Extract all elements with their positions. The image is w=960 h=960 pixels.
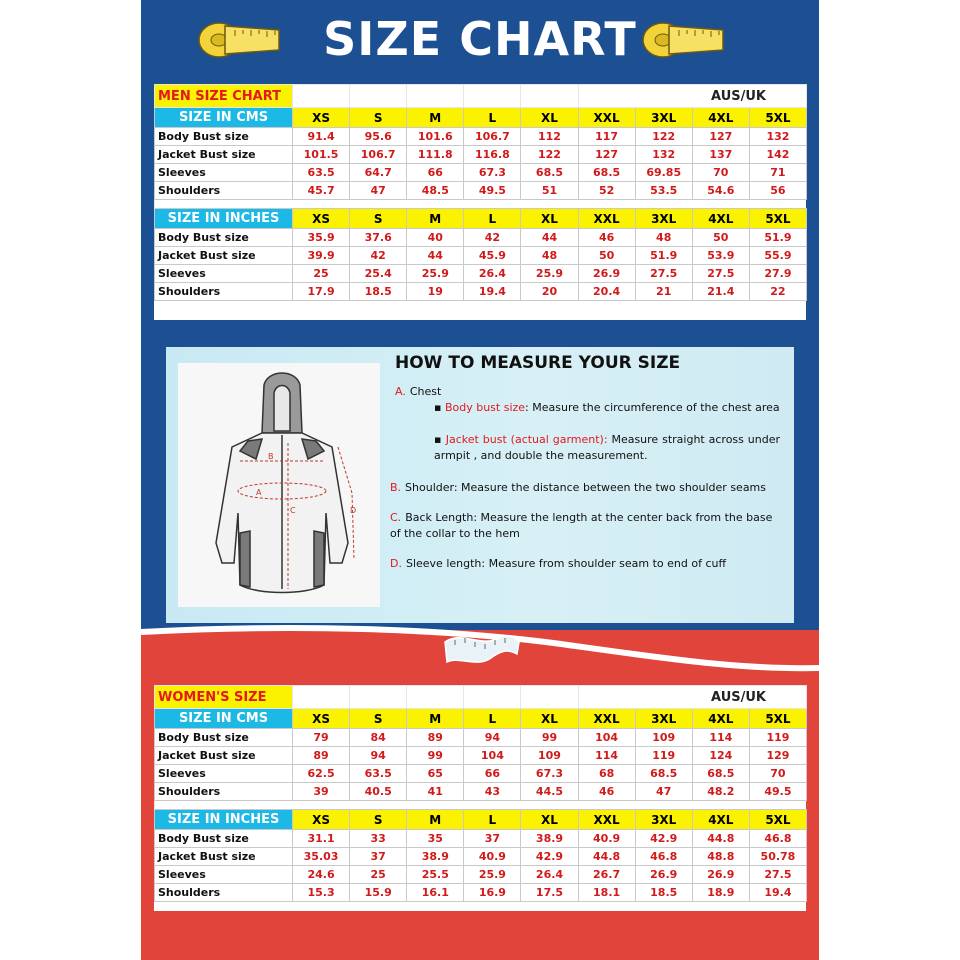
row-label: Body Bust size bbox=[155, 229, 293, 247]
size-header-4xl: 4XL bbox=[692, 108, 749, 128]
table-cell: 68.5 bbox=[692, 765, 749, 783]
size-header-s: S bbox=[350, 209, 407, 229]
table-cell: 68.5 bbox=[635, 765, 692, 783]
svg-text:A: A bbox=[256, 488, 262, 497]
table-cell: 41 bbox=[407, 783, 464, 801]
jacket-bust-instruction bbox=[434, 432, 780, 464]
table-cell: 48.5 bbox=[407, 182, 464, 200]
table-cell: 124 bbox=[692, 747, 749, 765]
table-cell: 70 bbox=[749, 765, 806, 783]
table-cell: 67.3 bbox=[521, 765, 578, 783]
body-bust-text: : Measure the circumference of the chest area bbox=[525, 401, 780, 414]
shoulder-text: Shoulder: Measure the distance between the two shoulder seams bbox=[405, 481, 767, 494]
table-cell: 101.5 bbox=[293, 146, 350, 164]
table-cell: 65 bbox=[407, 765, 464, 783]
table-cell: 84 bbox=[350, 729, 407, 747]
chart-name: MEN SIZE CHART bbox=[155, 85, 293, 108]
table-row bbox=[155, 164, 807, 182]
row-label: Shoulders bbox=[155, 182, 293, 200]
table-cell: 40.9 bbox=[464, 848, 521, 866]
back-length-instruction bbox=[390, 510, 782, 542]
back-text: Back Length: Measure the length at the center back from the base of the collar to the hem bbox=[390, 511, 773, 540]
table-cell: 15.9 bbox=[350, 884, 407, 902]
size-header-row bbox=[155, 810, 807, 830]
table-cell: 49.5 bbox=[749, 783, 806, 801]
table-cell: 48 bbox=[635, 229, 692, 247]
table-cell: 21 bbox=[635, 283, 692, 301]
table-cell: 44 bbox=[407, 247, 464, 265]
table-cell: 109 bbox=[635, 729, 692, 747]
size-header-5xl: 5XL bbox=[749, 209, 806, 229]
table-cell: 119 bbox=[635, 747, 692, 765]
table-cell: 44.8 bbox=[578, 848, 635, 866]
table-cell: 25.9 bbox=[407, 265, 464, 283]
table-cell: 106.7 bbox=[464, 128, 521, 146]
table-cell: 127 bbox=[692, 128, 749, 146]
men-size-panel bbox=[154, 84, 806, 320]
table-cell: 19.4 bbox=[464, 283, 521, 301]
table-cell: 116.8 bbox=[464, 146, 521, 164]
table-cell: 47 bbox=[635, 783, 692, 801]
table-cell: 38.9 bbox=[407, 848, 464, 866]
table-cell: 48.2 bbox=[692, 783, 749, 801]
chest-heading bbox=[395, 384, 441, 400]
table-cell: 44.5 bbox=[521, 783, 578, 801]
table-row bbox=[155, 884, 807, 902]
table-cell: 67.3 bbox=[464, 164, 521, 182]
row-label: Sleeves bbox=[155, 765, 293, 783]
table-cell: 106.7 bbox=[350, 146, 407, 164]
row-label: Sleeves bbox=[155, 164, 293, 182]
svg-text:D: D bbox=[350, 506, 357, 515]
table-cell: 99 bbox=[407, 747, 464, 765]
table-cell: 27.5 bbox=[749, 866, 806, 884]
row-label: Shoulders bbox=[155, 283, 293, 301]
table-cell: 127 bbox=[578, 146, 635, 164]
size-header-5xl: 5XL bbox=[749, 709, 806, 729]
table-cell: 33 bbox=[350, 830, 407, 848]
chest-label: Chest bbox=[409, 385, 442, 398]
jacket-bust-text: Measure straight across under armpit , and double the measurement. bbox=[434, 433, 781, 462]
table-cell: 112 bbox=[521, 128, 578, 146]
table-cell: 20.4 bbox=[578, 283, 635, 301]
unit-label: SIZE IN CMS bbox=[155, 709, 293, 729]
sleeve-text: Sleeve length: Measure from shoulder seam to end of cuff bbox=[405, 557, 727, 570]
table-cell: 94 bbox=[350, 747, 407, 765]
table-cell: 38.9 bbox=[521, 830, 578, 848]
size-header-s: S bbox=[350, 108, 407, 128]
table-cell: 46.8 bbox=[749, 830, 806, 848]
table-cell: 51.9 bbox=[635, 247, 692, 265]
row-label: Sleeves bbox=[155, 265, 293, 283]
row-label: Sleeves bbox=[155, 866, 293, 884]
unit-label: SIZE IN INCHES bbox=[155, 209, 293, 229]
table-cell: 25.5 bbox=[407, 866, 464, 884]
row-label: Jacket Bust size bbox=[155, 848, 293, 866]
table-cell: 25.9 bbox=[464, 866, 521, 884]
table-cell: 95.6 bbox=[350, 128, 407, 146]
table-cell: 35.9 bbox=[293, 229, 350, 247]
size-header-m: M bbox=[407, 209, 464, 229]
size-header-xxl: XXL bbox=[578, 209, 635, 229]
row-label: Jacket Bust size bbox=[155, 146, 293, 164]
table-cell: 51 bbox=[521, 182, 578, 200]
blank-cell bbox=[464, 686, 521, 709]
body-bust-instruction bbox=[434, 400, 780, 416]
size-header-xs: XS bbox=[293, 108, 350, 128]
table-cell: 25 bbox=[293, 265, 350, 283]
region-label: AUS/UK bbox=[578, 686, 806, 709]
measure-title: HOW TO MEASURE YOUR SIZE bbox=[395, 353, 681, 373]
table-cell: 31.1 bbox=[293, 830, 350, 848]
shoulder-instruction bbox=[390, 480, 790, 496]
region-label: AUS/UK bbox=[578, 85, 806, 108]
table-row bbox=[155, 783, 807, 801]
size-header-l: L bbox=[464, 209, 521, 229]
size-header-4xl: 4XL bbox=[692, 209, 749, 229]
hoodie-diagram bbox=[178, 363, 380, 607]
table-cell: 48 bbox=[521, 247, 578, 265]
spacer-cell bbox=[155, 200, 807, 209]
table-cell: 42 bbox=[350, 247, 407, 265]
size-header-s: S bbox=[350, 810, 407, 830]
table-cell: 46 bbox=[578, 229, 635, 247]
table-cell: 16.9 bbox=[464, 884, 521, 902]
table-cell: 79 bbox=[293, 729, 350, 747]
size-header-4xl: 4XL bbox=[692, 709, 749, 729]
table-row bbox=[155, 283, 807, 301]
table-cell: 39 bbox=[293, 783, 350, 801]
table-cell: 42 bbox=[464, 229, 521, 247]
blank-cell bbox=[293, 85, 350, 108]
size-header-3xl: 3XL bbox=[635, 810, 692, 830]
row-label: Jacket Bust size bbox=[155, 747, 293, 765]
size-header-l: L bbox=[464, 810, 521, 830]
spacer-row bbox=[155, 200, 807, 209]
spacer-cell bbox=[155, 801, 807, 810]
sleeve-instruction bbox=[390, 556, 790, 572]
table-cell: 25 bbox=[350, 866, 407, 884]
table-cell: 24.6 bbox=[293, 866, 350, 884]
table-cell: 94 bbox=[464, 729, 521, 747]
table-cell: 70 bbox=[692, 164, 749, 182]
size-header-row bbox=[155, 709, 807, 729]
table-cell: 26.7 bbox=[578, 866, 635, 884]
table-cell: 19 bbox=[407, 283, 464, 301]
table-cell: 40.5 bbox=[350, 783, 407, 801]
table-cell: 44 bbox=[521, 229, 578, 247]
table-cell: 68.5 bbox=[521, 164, 578, 182]
row-label: Jacket Bust size bbox=[155, 247, 293, 265]
size-header-xs: XS bbox=[293, 209, 350, 229]
table-cell: 64.7 bbox=[350, 164, 407, 182]
table-cell: 26.9 bbox=[692, 866, 749, 884]
table-cell: 52 bbox=[578, 182, 635, 200]
table-cell: 26.9 bbox=[635, 866, 692, 884]
table-cell: 49.5 bbox=[464, 182, 521, 200]
table-row bbox=[155, 866, 807, 884]
size-header-5xl: 5XL bbox=[749, 108, 806, 128]
bullet-icon: ▪ bbox=[434, 401, 445, 414]
table-cell: 47 bbox=[350, 182, 407, 200]
size-header-xxl: XXL bbox=[578, 108, 635, 128]
table-cell: 40 bbox=[407, 229, 464, 247]
table-cell: 37.6 bbox=[350, 229, 407, 247]
size-header-4xl: 4XL bbox=[692, 810, 749, 830]
how-to-measure-panel bbox=[166, 347, 794, 623]
table-row bbox=[155, 128, 807, 146]
table-cell: 45.7 bbox=[293, 182, 350, 200]
table-cell: 122 bbox=[521, 146, 578, 164]
bullet-icon: ▪ bbox=[434, 433, 446, 446]
table-cell: 132 bbox=[749, 128, 806, 146]
table-cell: 62.5 bbox=[293, 765, 350, 783]
size-header-l: L bbox=[464, 709, 521, 729]
table-cell: 37 bbox=[464, 830, 521, 848]
chest-letter: A. bbox=[395, 385, 406, 398]
table-cell: 51.9 bbox=[749, 229, 806, 247]
size-header-xl: XL bbox=[521, 709, 578, 729]
table-cell: 71 bbox=[749, 164, 806, 182]
blank-cell bbox=[464, 85, 521, 108]
table-cell: 46 bbox=[578, 783, 635, 801]
size-header-3xl: 3XL bbox=[635, 209, 692, 229]
table-row bbox=[155, 247, 807, 265]
table-cell: 27.5 bbox=[635, 265, 692, 283]
size-header-m: M bbox=[407, 709, 464, 729]
table-cell: 20 bbox=[521, 283, 578, 301]
table-cell: 50 bbox=[578, 247, 635, 265]
table-row bbox=[155, 265, 807, 283]
table-cell: 129 bbox=[749, 747, 806, 765]
size-header-m: M bbox=[407, 108, 464, 128]
table-cell: 89 bbox=[407, 729, 464, 747]
table-row bbox=[155, 182, 807, 200]
blank-cell bbox=[521, 85, 578, 108]
table-cell: 109 bbox=[521, 747, 578, 765]
table-row bbox=[155, 765, 807, 783]
blank-cell bbox=[293, 686, 350, 709]
table-cell: 43 bbox=[464, 783, 521, 801]
blank-cell bbox=[350, 85, 407, 108]
men-size-table bbox=[154, 84, 807, 301]
table-cell: 132 bbox=[635, 146, 692, 164]
table-cell: 25.9 bbox=[521, 265, 578, 283]
table-cell: 50.78 bbox=[749, 848, 806, 866]
spacer-row bbox=[155, 801, 807, 810]
size-header-xs: XS bbox=[293, 709, 350, 729]
size-chart-poster bbox=[141, 0, 819, 960]
table-cell: 26.9 bbox=[578, 265, 635, 283]
table-cell: 54.6 bbox=[692, 182, 749, 200]
table-cell: 119 bbox=[749, 729, 806, 747]
size-header-row bbox=[155, 209, 807, 229]
table-row bbox=[155, 747, 807, 765]
blank-cell bbox=[407, 85, 464, 108]
size-header-3xl: 3XL bbox=[635, 709, 692, 729]
row-label: Body Bust size bbox=[155, 128, 293, 146]
row-label: Body Bust size bbox=[155, 830, 293, 848]
table-row bbox=[155, 848, 807, 866]
back-letter: C. bbox=[390, 511, 402, 524]
table-cell: 45.9 bbox=[464, 247, 521, 265]
table-cell: 18.1 bbox=[578, 884, 635, 902]
table-cell: 122 bbox=[635, 128, 692, 146]
table-cell: 101.6 bbox=[407, 128, 464, 146]
table-cell: 27.5 bbox=[692, 265, 749, 283]
women-size-panel bbox=[154, 685, 806, 911]
table-cell: 63.5 bbox=[350, 765, 407, 783]
table-cell: 46.8 bbox=[635, 848, 692, 866]
table-cell: 26.4 bbox=[464, 265, 521, 283]
table-cell: 18.9 bbox=[692, 884, 749, 902]
size-header-xl: XL bbox=[521, 209, 578, 229]
table-cell: 55.9 bbox=[749, 247, 806, 265]
table-cell: 21.4 bbox=[692, 283, 749, 301]
row-label: Shoulders bbox=[155, 884, 293, 902]
row-label: Shoulders bbox=[155, 783, 293, 801]
size-header-m: M bbox=[407, 810, 464, 830]
table-cell: 35 bbox=[407, 830, 464, 848]
table-row bbox=[155, 830, 807, 848]
body-bust-term: Body bust size bbox=[444, 401, 526, 414]
table-cell: 114 bbox=[578, 747, 635, 765]
table-cell: 37 bbox=[350, 848, 407, 866]
table-cell: 26.4 bbox=[521, 866, 578, 884]
table-cell: 104 bbox=[578, 729, 635, 747]
jacket-bust-term: Jacket bust (actual garment): bbox=[445, 433, 608, 446]
blank-cell bbox=[521, 686, 578, 709]
table-cell: 114 bbox=[692, 729, 749, 747]
table-cell: 66 bbox=[407, 164, 464, 182]
size-header-xl: XL bbox=[521, 810, 578, 830]
table-cell: 16.1 bbox=[407, 884, 464, 902]
table-cell: 42.9 bbox=[521, 848, 578, 866]
table-cell: 19.4 bbox=[749, 884, 806, 902]
table-cell: 39.9 bbox=[293, 247, 350, 265]
table-cell: 117 bbox=[578, 128, 635, 146]
table-cell: 66 bbox=[464, 765, 521, 783]
row-label: Body Bust size bbox=[155, 729, 293, 747]
shoulder-letter: B. bbox=[390, 481, 402, 494]
table-row bbox=[155, 146, 807, 164]
unit-label: SIZE IN INCHES bbox=[155, 810, 293, 830]
table-cell: 104 bbox=[464, 747, 521, 765]
table-cell: 48.8 bbox=[692, 848, 749, 866]
table-cell: 15.3 bbox=[293, 884, 350, 902]
size-header-l: L bbox=[464, 108, 521, 128]
table-header-row bbox=[155, 686, 807, 709]
svg-text:B: B bbox=[268, 452, 274, 461]
chart-name: WOMEN'S SIZE bbox=[155, 686, 293, 709]
table-cell: 17.5 bbox=[521, 884, 578, 902]
table-cell: 111.8 bbox=[407, 146, 464, 164]
table-cell: 44.8 bbox=[692, 830, 749, 848]
table-cell: 91.4 bbox=[293, 128, 350, 146]
table-header-row bbox=[155, 85, 807, 108]
table-cell: 17.9 bbox=[293, 283, 350, 301]
size-header-xxl: XXL bbox=[578, 810, 635, 830]
table-cell: 63.5 bbox=[293, 164, 350, 182]
women-size-table bbox=[154, 685, 807, 902]
table-cell: 99 bbox=[521, 729, 578, 747]
table-cell: 18.5 bbox=[350, 283, 407, 301]
table-row bbox=[155, 229, 807, 247]
size-header-xxl: XXL bbox=[578, 709, 635, 729]
table-cell: 50 bbox=[692, 229, 749, 247]
table-cell: 40.9 bbox=[578, 830, 635, 848]
size-header-xs: XS bbox=[293, 810, 350, 830]
blank-cell bbox=[350, 686, 407, 709]
table-cell: 68.5 bbox=[578, 164, 635, 182]
table-cell: 89 bbox=[293, 747, 350, 765]
table-cell: 137 bbox=[692, 146, 749, 164]
size-header-row bbox=[155, 108, 807, 128]
size-header-xl: XL bbox=[521, 108, 578, 128]
size-header-s: S bbox=[350, 709, 407, 729]
table-cell: 68 bbox=[578, 765, 635, 783]
table-cell: 18.5 bbox=[635, 884, 692, 902]
blank-cell bbox=[407, 686, 464, 709]
table-cell: 142 bbox=[749, 146, 806, 164]
page-title: SIZE CHART bbox=[323, 12, 637, 66]
table-cell: 35.03 bbox=[293, 848, 350, 866]
table-cell: 42.9 bbox=[635, 830, 692, 848]
table-cell: 27.9 bbox=[749, 265, 806, 283]
table-cell: 53.9 bbox=[692, 247, 749, 265]
table-cell: 22 bbox=[749, 283, 806, 301]
svg-text:C: C bbox=[290, 506, 296, 515]
table-cell: 53.5 bbox=[635, 182, 692, 200]
unit-label: SIZE IN CMS bbox=[155, 108, 293, 128]
table-cell: 25.4 bbox=[350, 265, 407, 283]
measuring-tape-icon bbox=[441, 628, 521, 672]
table-row bbox=[155, 729, 807, 747]
sleeve-letter: D. bbox=[390, 557, 402, 570]
table-cell: 56 bbox=[749, 182, 806, 200]
size-header-3xl: 3XL bbox=[635, 108, 692, 128]
table-cell: 69.85 bbox=[635, 164, 692, 182]
size-header-5xl: 5XL bbox=[749, 810, 806, 830]
